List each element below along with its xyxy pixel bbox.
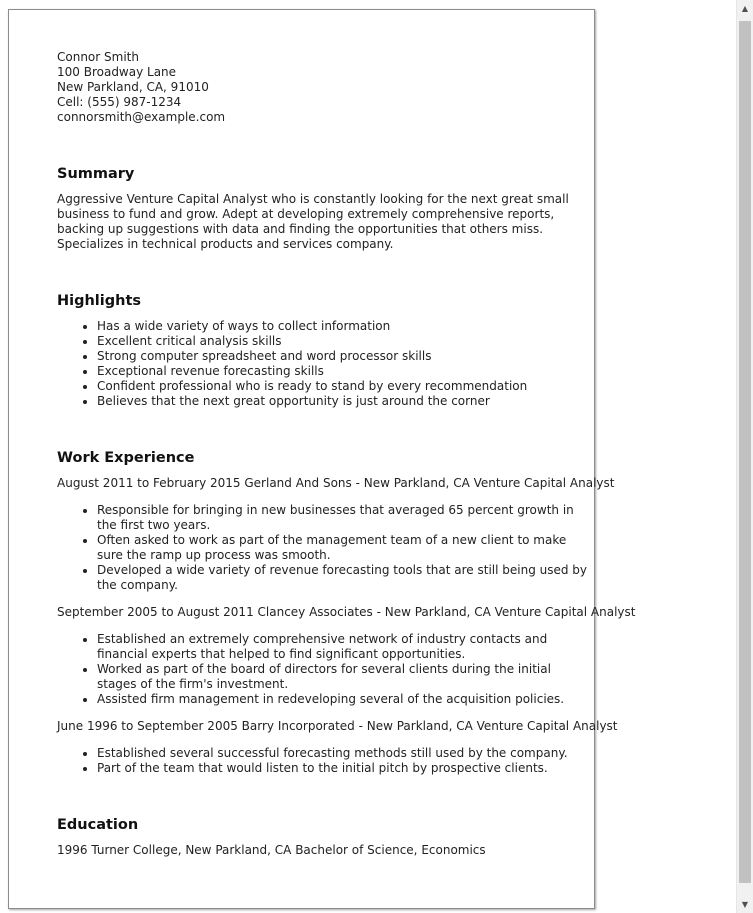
education-section bbox=[57, 816, 592, 858]
contact-name: Connor Smith bbox=[57, 50, 139, 64]
job-title: August 2011 to February 2015 Gerland And Sons - New Parkland, CA Venture Capital Analyst bbox=[57, 476, 615, 490]
list-item: • Worked as part of the board of directors for several clients during the initial stages of the firm's investment. bbox=[97, 662, 592, 692]
job-title: September 2005 to August 2011 Clancey Associates - New Parkland, CA Venture Capital Analyst bbox=[57, 605, 636, 619]
job-entry bbox=[57, 476, 615, 593]
job-entry bbox=[57, 719, 618, 776]
list-item: • Responsible for bringing in new businesses that averaged 65 percent growth in the first two years. bbox=[97, 503, 592, 533]
list-item: • Established several successful forecasting methods still used by the company. bbox=[97, 746, 592, 761]
list-item: • Assisted firm management in redeveloping several of the acquisition policies. bbox=[97, 692, 592, 707]
list-item: • Exceptional revenue forecasting skills bbox=[97, 364, 592, 379]
education-heading: Education bbox=[57, 817, 139, 833]
list-item: • Confident professional who is ready to stand by every recommendation bbox=[97, 379, 592, 394]
job-bullets bbox=[57, 503, 592, 593]
contact-street: 100 Broadway Lane bbox=[57, 65, 177, 79]
highlights-list bbox=[57, 319, 592, 409]
education-entry: 1996 Turner College, New Parkland, CA Bachelor of Science, Economics bbox=[57, 843, 486, 857]
resume-content bbox=[57, 50, 636, 858]
highlights-section bbox=[57, 292, 592, 409]
job-title: June 1996 to September 2005 Barry Incorporated - New Parkland, CA Venture Capital Analyst bbox=[57, 719, 618, 733]
list-item: • Part of the team that would listen to the initial pitch by prospective clients. bbox=[97, 761, 592, 776]
job-entry bbox=[57, 605, 636, 707]
contact-city: New Parkland, CA, 91010 bbox=[57, 80, 209, 94]
highlights-heading: Highlights bbox=[57, 293, 142, 309]
summary-heading: Summary bbox=[57, 166, 135, 182]
work-experience-heading: Work Experience bbox=[57, 450, 195, 466]
list-item: • Developed a wide variety of revenue forecasting tools that are still being used by the company. bbox=[97, 563, 592, 593]
list-item: • Established an extremely comprehensive network of industry contacts and financial experts that helped to find significant opportunities. bbox=[97, 632, 592, 662]
list-item: • Has a wide variety of ways to collect information bbox=[97, 319, 592, 334]
summary-text: Aggressive Venture Capital Analyst who is constantly looking for the next great small business to fund and grow. Adept at developing extremely comprehensive reports, backing up suggestions with data and finding the opportunities that others miss. Specializes in technical products and services company. bbox=[57, 192, 569, 251]
contact-cell: Cell: (555) 987-1234 bbox=[57, 95, 182, 109]
list-item: • Strong computer spreadsheet and word processor skills bbox=[97, 349, 592, 364]
scroll-thumb[interactable] bbox=[739, 21, 751, 883]
scroll-down-arrow-icon[interactable]: ▼ bbox=[741, 899, 749, 909]
job-bullets bbox=[57, 746, 592, 776]
vertical-scrollbar[interactable] bbox=[736, 0, 753, 913]
work-experience-section bbox=[57, 449, 636, 776]
scroll-up-arrow-icon[interactable]: ▲ bbox=[741, 3, 749, 13]
list-item: • Often asked to work as part of the management team of a new client to make sure the ramp up process was smooth. bbox=[97, 533, 592, 563]
summary-section bbox=[57, 165, 592, 252]
job-bullets bbox=[57, 632, 592, 707]
contact-block bbox=[57, 50, 592, 125]
list-item: • Believes that the next great opportunity is just around the corner bbox=[97, 394, 592, 409]
list-item: • Excellent critical analysis skills bbox=[97, 334, 592, 349]
contact-email: connorsmith@example.com bbox=[57, 110, 226, 124]
resume-page bbox=[8, 9, 636, 909]
